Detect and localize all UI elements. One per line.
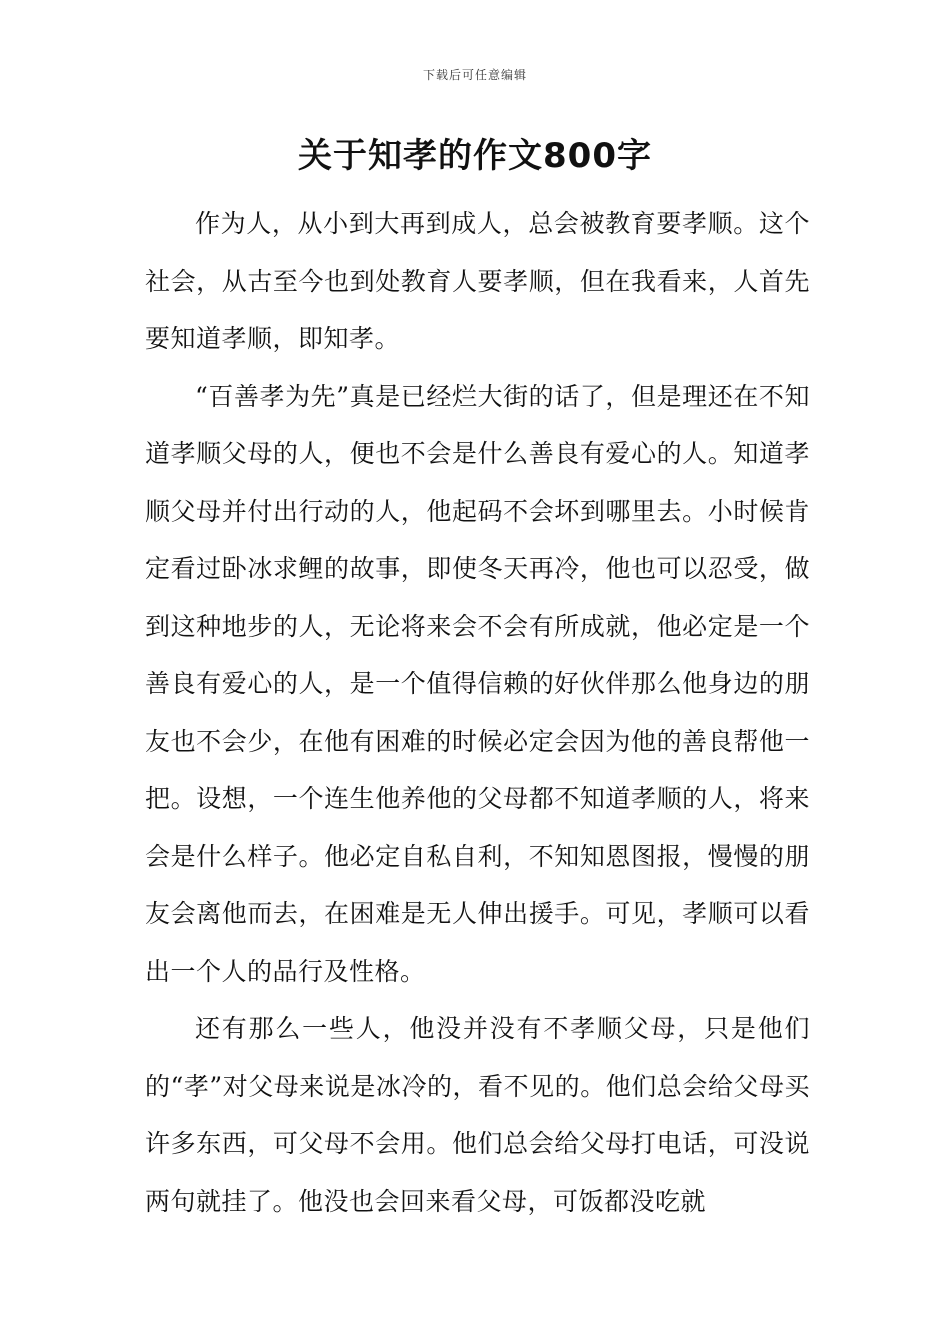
page-header-note: 下载后可任意编辑: [422, 68, 527, 82]
document-title: 关于知孝的作文800字: [298, 136, 652, 176]
document-body: [145, 195, 810, 1230]
paragraph-1: 作为人，从小到大再到成人，总会被教育要孝顺。这个社会，从古至今也到处教育人要孝顺，但在我看来，人首先要知道孝顺，即知孝。: [145, 209, 810, 353]
paragraph-2: “百善孝为先”真是已经烂大街的话了，但是理还在不知道孝顺父母的人，便也不会是什么善良有爱心的人。知道孝顺父母并付出行动的人，他起码不会坏到哪里去。小时候肯定看过卧冰求鲤的故事，即使冬天再冷，他也可以忍受，做到这种地步的人，无论将来会不会有所成就，他必定是一个善良有爱心的人，是一个值得信赖的好伙伴那么他身边的朋友也不会少，在他有困难的时候必定会因为他的善良帮他一把。设想，一个连生他养他的父母都不知道孝顺的人，将来会是什么样子。他必定自私自利，不知知恩图报，慢慢的朋友会离他而去，在困难是无人伸出援手。可见，孝顺可以看出一个人的品行及性格。: [145, 381, 810, 986]
paragraph-3: 还有那么一些人，他没并没有不孝顺父母，只是他们的“孝”对父母来说是冰冷的，看不见的。他们总会给父母买许多东西，可父母不会用。他们总会给父母打电话，可没说两句就挂了。他没也会回来看父母，可饭都没吃就: [145, 1014, 810, 1216]
